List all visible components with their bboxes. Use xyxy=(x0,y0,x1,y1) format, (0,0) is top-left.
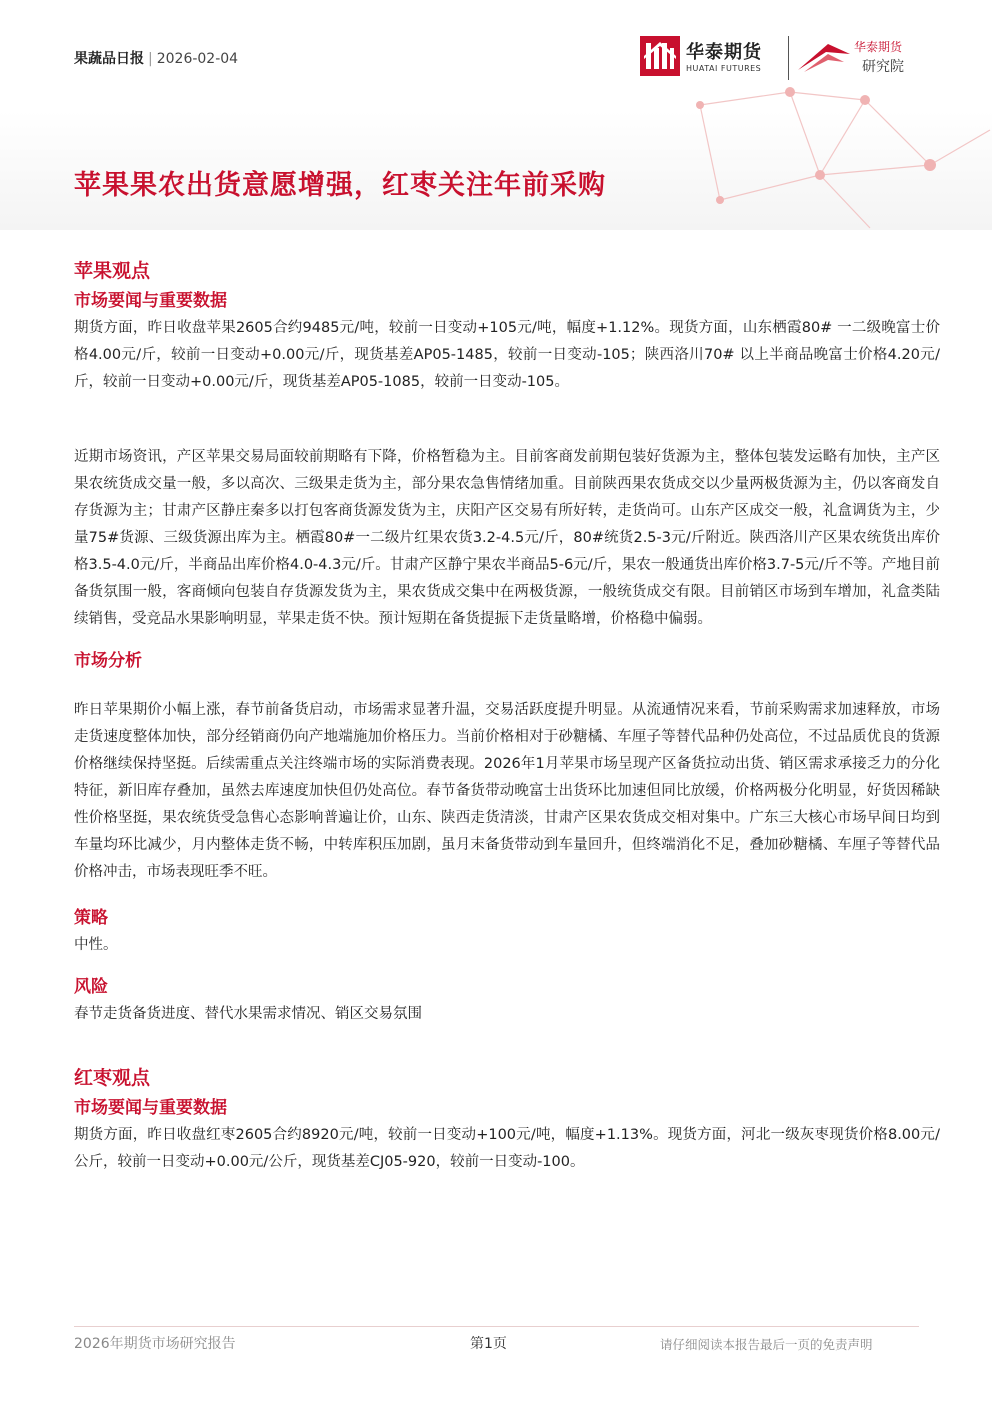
jujube-section-heading: 红枣观点 xyxy=(74,1067,151,1089)
apple-risk-text: 春节走货备货进度、替代水果需求情况、销区交易氛围 xyxy=(74,1006,422,1022)
report-type: 果蔬品日报 xyxy=(74,51,144,67)
logo-divider xyxy=(788,36,789,80)
footer-page-number: 第1页 xyxy=(470,1336,507,1352)
institute-logo-icon xyxy=(798,40,850,76)
footer-report-name: 2026年期货市场研究报告 xyxy=(74,1336,236,1352)
institute-name-line2: 研究院 xyxy=(862,59,904,75)
apple-analysis-paragraph: 昨日苹果期价小幅上涨，春节前备货启动，市场需求显著升温，交易活跃度提升明显。从流通情况来看，节前采购需求加速释放，市场走货速度整体加快，部分经销商仍向产地端施加价格压力。当前价格相对于砂糖橘、车厘子等替代品种仍处高位，不过品质优良的货源价格继续保持坚挺。后续需重点关注终端市场的实际消费表现。2026年1月苹果市场呈现产区备货拉动出货、销区需求承接乏力的分化特征，新旧库存叠加，虽然去库速度加快但仍处高位。春节备货带动晚富士出货环比加速但同比放缓，价格两极分化明显，好货因稀缺性价格坚挺，果农统货受急售心态影响普遍让价，山东、陕西走货清淡，甘肃产区果农货成交相对集中。广东三大核心市场早间日均到车量均环比减少，月内整体走货不畅，中转库积压加剧，虽月末备货带动到车量回升，但终端消化不足，叠加砂糖橘、车厘子等替代品价格冲击，市场表现旺季不旺。 xyxy=(74,702,940,880)
jujube-news-heading: 市场要闻与重要数据 xyxy=(74,1098,227,1118)
apple-news-paragraph-1: 期货方面，昨日收盘苹果2605合约9485元/吨，较前一日变动+105元/吨，幅度+1.12%。现货方面，山东栖霞80# 一二级晚富士价格4.00元/斤，较前一日变动+0.00元/斤，现货基差AP05-1485，较前一日变动-105；陕西洛川70# 以上半商品晚富士价格4.20元/斤，较前一日变动+0.00元/斤，现货基差AP05-1085，较前一日变动-105。 xyxy=(74,320,940,390)
report-title: 苹果果农出货意愿增强，红枣关注年前采购 xyxy=(74,170,606,201)
footer-divider xyxy=(74,1326,919,1327)
page-header xyxy=(0,0,992,230)
logo-english-name: HUATAI FUTURES xyxy=(686,64,762,73)
jujube-news-paragraph-1: 期货方面，昨日收盘红枣2605合约8920元/吨，较前一日变动+100元/吨，幅度+1.13%。现货方面，河北一级灰枣现货价格8.00元/公斤，较前一日变动+0.00元/公斤，现货基差CJ05-920，较前一日变动-100。 xyxy=(74,1127,940,1170)
apple-analysis-heading: 市场分析 xyxy=(74,651,142,671)
report-type-and-date xyxy=(74,48,238,68)
apple-strategy-heading: 策略 xyxy=(74,908,108,928)
apple-news-heading: 市场要闻与重要数据 xyxy=(74,291,227,311)
footer-disclaimer-note: 请仔细阅读本报告最后一页的免责声明 xyxy=(660,1337,873,1352)
logo-chinese-name: 华泰期货 xyxy=(686,42,762,63)
apple-news-paragraph-2: 近期市场资讯，产区苹果交易局面较前期略有下降，价格暂稳为主。目前客商发前期包装好货源为主，整体包装发运略有加快，主产区果农统货成交量一般，多以高次、三级果走货为主，部分果农急售情绪加重。目前陕西果农货成交以少量两极货源为主，仍以客商发自存货源为主；甘肃产区静庄秦多以打包客商货源发货为主，庆阳产区交易有所好转，走货尚可。山东产区成交一般，礼盒调货为主，少量75#货源、三级货源出库为主。栖霞80#一二级片红果农货3.2-4.5元/斤，80#统货2.5-3元/斤附近。陕西洛川产区果农统货出库价格3.5-4.0元/斤，半商品出库价格4.0-4.3元/斤。甘肃产区静宁果农半商品5-6元/斤，果农一般通货出库价格3.7-5元/斤不等。产地目前备货氛围一般，客商倾向包装自存货源发货为主，果农货成交集中在两极货源，一般统货成交有限。目前销区市场到车增加，礼盒类陆续销售，受竞品水果影响明显，苹果走货不快。预计短期在备货提振下走货量略增，价格稳中偏弱。 xyxy=(74,449,940,627)
huatai-logo-icon xyxy=(640,36,680,76)
apple-section-heading: 苹果观点 xyxy=(74,260,151,282)
report-date: 2026-02-04 xyxy=(156,51,239,67)
apple-strategy-text: 中性。 xyxy=(74,937,118,953)
institute-name-line1: 华泰期货 xyxy=(854,40,903,54)
apple-risk-heading: 风险 xyxy=(74,977,108,997)
report-body xyxy=(74,255,940,1176)
header-separator: | xyxy=(148,51,153,67)
company-logo xyxy=(640,36,920,82)
